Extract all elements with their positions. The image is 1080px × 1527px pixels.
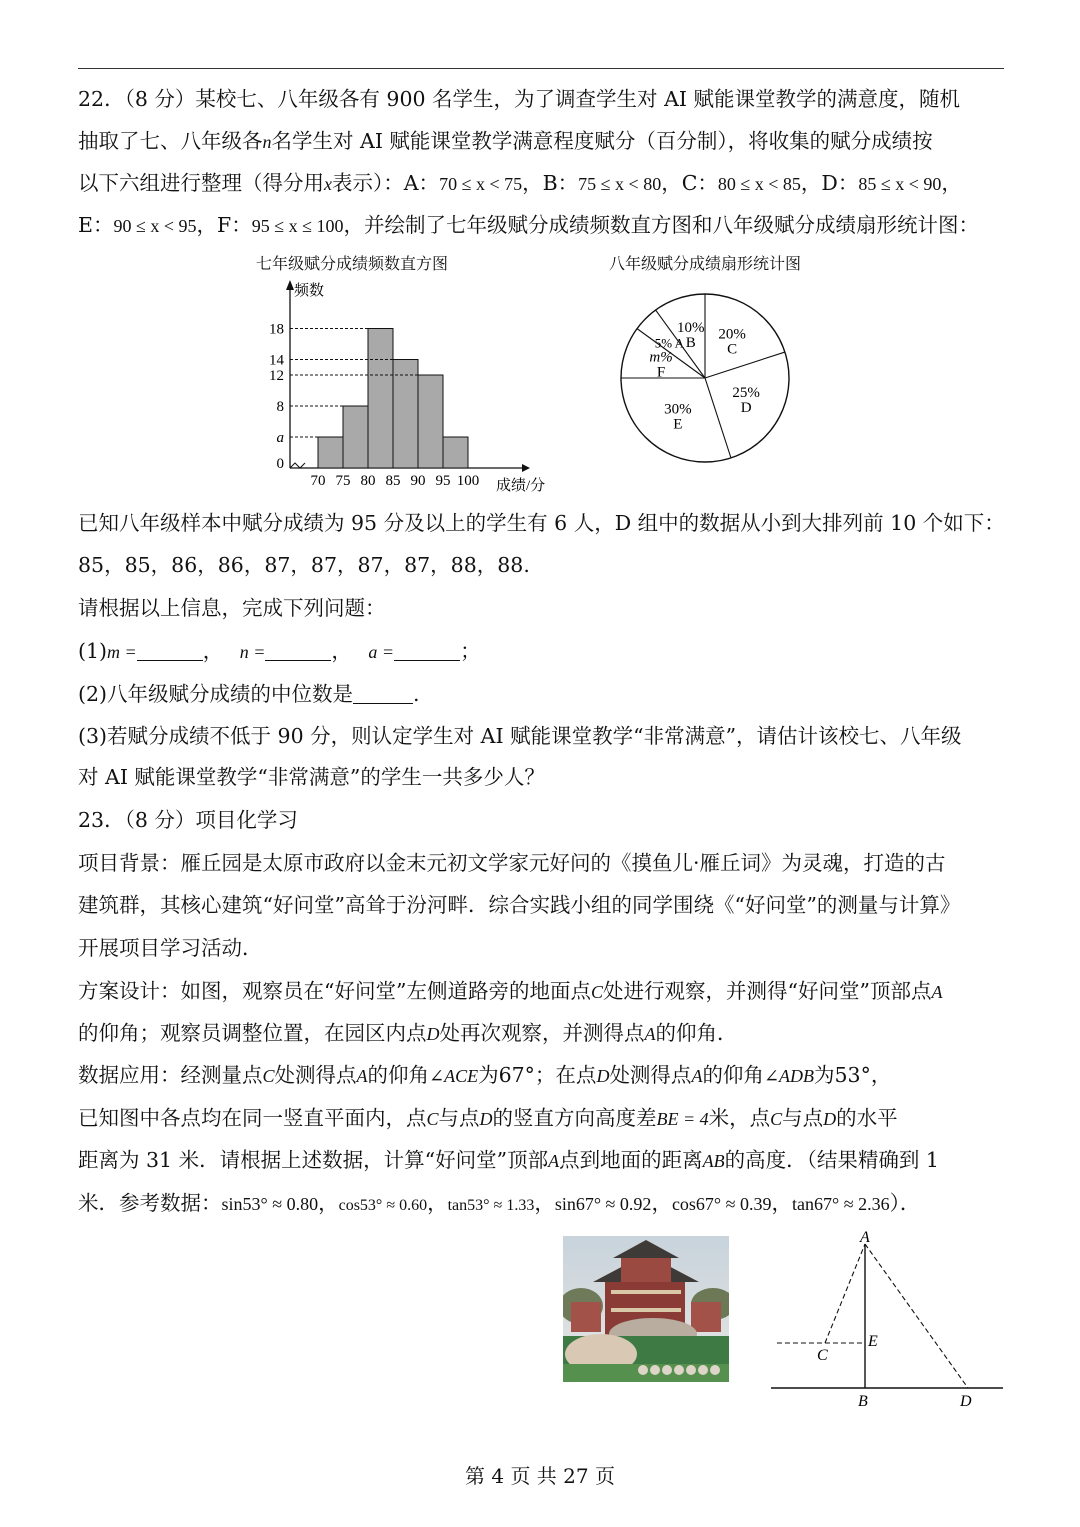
text: ，C： (661, 171, 718, 195)
text: 为53°， (814, 1063, 892, 1087)
pie-slice-percent: 10% (676, 320, 705, 337)
var-a: a = (368, 642, 395, 662)
pie-slice-label: 5% A (654, 335, 684, 351)
text: 与点 (438, 1106, 480, 1130)
text: ，并绘制了七年级赋分成绩频数直方图和八年级赋分成绩扇形统计图： (343, 213, 979, 237)
text: 的水平 (836, 1106, 898, 1130)
text: 抽取了七、八年级各 (78, 129, 263, 153)
point-a: A (691, 1066, 703, 1086)
pie-slice-percent: 25% (732, 384, 760, 401)
text: ， (941, 171, 962, 195)
q23-line-1: 23．（8 分）项目化学习 (78, 808, 298, 832)
text: 处测得点 (274, 1063, 357, 1087)
point-a: A (356, 1066, 368, 1086)
text: 处测得点 (609, 1063, 692, 1087)
q23-line-2: 项目背景：雁丘园是太原市政府以金末元初文学家元好问的《摸鱼儿·雁丘词》为灵魂，打造的古 (78, 851, 946, 875)
q23-line-4: 开展项目学习活动． (78, 936, 263, 960)
text: 的高度．（结果精确到 1 (724, 1148, 939, 1172)
histogram-bar (418, 375, 443, 468)
label-e: E (868, 1333, 878, 1350)
text: . (413, 682, 420, 706)
q22-line-4 (78, 210, 1008, 241)
x-tick-label: 95 (435, 473, 451, 489)
text: 与点 (782, 1106, 824, 1130)
text: 米．参考数据： (78, 1191, 222, 1215)
text: 方案设计：如图，观察员在“好问堂”左侧道路旁的地面点 (78, 979, 591, 1003)
point-c: C (770, 1109, 783, 1129)
q22-line-2 (78, 126, 1008, 157)
line-da (865, 1244, 968, 1388)
q23-line-9 (78, 1145, 1008, 1176)
axis-break (290, 463, 305, 468)
point-a: A (931, 982, 943, 1002)
label-a: A (860, 1230, 870, 1246)
ref-cos53: cos53° ≈ 0.60 (338, 1197, 428, 1214)
text: 的仰角． (655, 1021, 738, 1045)
pie-slice-label: F (656, 364, 666, 381)
text: ，D： (800, 171, 859, 195)
answer-blank-a[interactable] (394, 640, 460, 661)
q22-line-5: 已知八年级样本中赋分成绩为 95 分及以上的学生有 6 人，D 组中的数据从小到大排列前 10 个如下： (78, 511, 1005, 535)
q22-part-3-line-1: (3)若赋分成绩不低于 90 分，则认定学生对 AI 赋能课堂教学“非常满意”，请估计该校七、八年级 (78, 724, 962, 748)
point-c: C (426, 1109, 439, 1129)
q23-line-10 (78, 1188, 1008, 1221)
y-tick-label: 18 (269, 321, 284, 338)
top-rule (78, 68, 1004, 69)
geometry-figure (765, 1230, 1010, 1420)
point-d: D (426, 1024, 440, 1044)
pie-slice-percent: 30% (664, 401, 692, 418)
segment-ab: AB (702, 1151, 725, 1171)
ref-tan67: tan67° ≈ 2.36 (792, 1194, 890, 1214)
point-a: A (644, 1024, 656, 1044)
text: ； (460, 639, 481, 663)
text: 米，点 (708, 1106, 771, 1130)
point-c: C (590, 982, 603, 1002)
label-d: D (960, 1393, 972, 1410)
angle-adb: ∠ADB (763, 1066, 815, 1086)
text: ）． (889, 1191, 921, 1215)
text: (1) (78, 639, 108, 663)
pie-slice-edge (705, 378, 731, 458)
var-m: m = (107, 642, 137, 662)
var-n: n (262, 132, 272, 152)
text: ， (534, 1191, 555, 1215)
be-value: BE = 4 (656, 1109, 709, 1129)
y-tick-label: 12 (269, 368, 284, 384)
line-ca (825, 1244, 865, 1343)
var-n: n = (239, 642, 266, 662)
text: ， (651, 1191, 672, 1215)
text: 数据应用：经测量点 (78, 1063, 263, 1087)
pie-slice-label: B (685, 335, 696, 352)
label-b: B (858, 1393, 868, 1410)
answer-blank-median[interactable] (353, 683, 413, 704)
group-f-range: 95 ≤ x ≤ 100 (251, 216, 344, 236)
x-tick-label: 75 (335, 473, 351, 489)
x-tick-label: 80 (360, 473, 376, 489)
q22-line-3 (78, 168, 1008, 199)
histogram-chart (250, 276, 570, 498)
text: 为67°；在点 (478, 1063, 597, 1087)
y-axis-arrow (286, 280, 294, 290)
text: ， (202, 639, 224, 663)
pie-slice-label: E (673, 416, 683, 433)
x-axis-arrow (522, 464, 530, 472)
angle-ace: ∠ACE (429, 1066, 479, 1086)
x-axis-label: 成绩/分 (496, 478, 546, 494)
text: 处再次观察，并测得点 (439, 1021, 645, 1045)
histogram-title: 七年级赋分成绩频数直方图 (256, 254, 449, 273)
text: E： (78, 213, 114, 237)
text: ， (331, 639, 352, 663)
q23-line-7 (78, 1060, 1008, 1091)
histogram-bar (368, 329, 393, 469)
q22-part-3-line-2: 对 AI 赋能课堂教学“非常满意”的学生一共多少人？ (78, 765, 545, 789)
x-tick-label: 90 (410, 473, 426, 489)
ref-cos67: cos67° ≈ 0.39 (671, 1194, 772, 1214)
text: 表示）：A： (332, 171, 440, 195)
text: ， (427, 1191, 448, 1215)
text: ，B： (522, 171, 579, 195)
text: 距离为 31 米．请根据上述数据，计算“好问堂”顶部 (78, 1148, 549, 1172)
ref-tan53: tan53° ≈ 1.33 (447, 1197, 535, 1214)
pie-slice-percent: 20% (718, 326, 746, 343)
text: 名学生对 AI 赋能课堂教学满意程度赋分（百分制），将收集的赋分成绩按 (271, 129, 933, 153)
group-e-range: 90 ≤ x < 95 (113, 216, 197, 236)
pie-chart (610, 283, 800, 473)
pie-slice-label: C (727, 341, 738, 358)
var-x: x (324, 174, 332, 194)
answer-blank-m[interactable] (137, 640, 203, 661)
label-c: C (817, 1347, 828, 1364)
histogram-bar (443, 437, 468, 468)
point-d: D (823, 1109, 837, 1129)
answer-blank-n[interactable] (265, 640, 331, 661)
point-c: C (262, 1066, 275, 1086)
text: 的仰角 (367, 1063, 430, 1087)
group-a-range: 70 ≤ x < 75 (439, 174, 523, 194)
q22-line-1: 22．（8 分）某校七、八年级各有 900 名学生，为了调查学生对 AI 赋能课堂教学的满意度，随机 (78, 87, 960, 111)
pie-slice-edge (705, 352, 785, 378)
text: 已知图中各点均在同一竖直平面内，点 (78, 1106, 427, 1130)
text: 以下六组进行整理（得分用 (78, 171, 324, 195)
pavilion-photo (563, 1236, 729, 1382)
ref-sin53: sin53° ≈ 0.80 (221, 1194, 319, 1214)
pie-slice-label: D (740, 399, 752, 416)
q22-line-7: 请根据以上信息，完成下列问题： (78, 596, 386, 620)
q22-part-2 (78, 679, 1008, 709)
group-c-range: 80 ≤ x < 85 (717, 174, 801, 194)
text: ， (771, 1191, 793, 1215)
y-tick-label: 14 (269, 352, 284, 369)
y-axis-label: 频数 (294, 283, 325, 299)
q23-line-3: 建筑群，其核心建筑“好问堂”高耸于汾河畔．综合实践小组的同学围绕《“好问堂”的测量与计算》 (78, 893, 961, 917)
page-footer: 第 4 页 共 27 页 (465, 1464, 615, 1488)
y-tick-label: 0 (276, 456, 284, 472)
histogram-bar (343, 406, 368, 468)
x-tick-label: 100 (456, 473, 480, 489)
text: 的仰角 (702, 1063, 764, 1087)
group-b-range: 75 ≤ x < 80 (578, 174, 662, 194)
text: 的竖直方向高度差 (492, 1106, 657, 1130)
histogram-bar (318, 437, 343, 468)
q23-line-6 (78, 1018, 1008, 1049)
x-tick-label: 70 (310, 473, 326, 489)
text: 的仰角；观察员调整位置，在园区内点 (78, 1021, 427, 1045)
point-d: D (479, 1109, 493, 1129)
text: 处进行观察，并测得“好问堂”顶部点 (602, 979, 932, 1003)
q23-line-5 (78, 976, 1008, 1007)
group-d-range: 85 ≤ x < 90 (858, 174, 942, 194)
q23-line-8 (78, 1103, 1008, 1134)
text: ， (318, 1191, 339, 1215)
pie-slice-percent: m% (649, 349, 673, 366)
q22-line-6: 85，85，86，86，87，87，87，87，88，88. (78, 553, 530, 577)
x-tick-label: 85 (385, 473, 401, 489)
text: 点到地面的距离 (559, 1148, 703, 1172)
q22-part-1 (78, 636, 1008, 667)
y-tick-label: a (276, 430, 284, 446)
histogram-bar (393, 360, 418, 469)
pie-title: 八年级赋分成绩扇形统计图 (609, 254, 802, 273)
y-tick-label: 8 (276, 399, 284, 415)
text: (2)八年级赋分成绩的中位数是 (78, 682, 354, 706)
point-d: D (596, 1066, 610, 1086)
text: ，F： (196, 213, 252, 237)
point-a: A (548, 1151, 560, 1171)
ref-sin67: sin67° ≈ 0.92 (554, 1194, 652, 1214)
